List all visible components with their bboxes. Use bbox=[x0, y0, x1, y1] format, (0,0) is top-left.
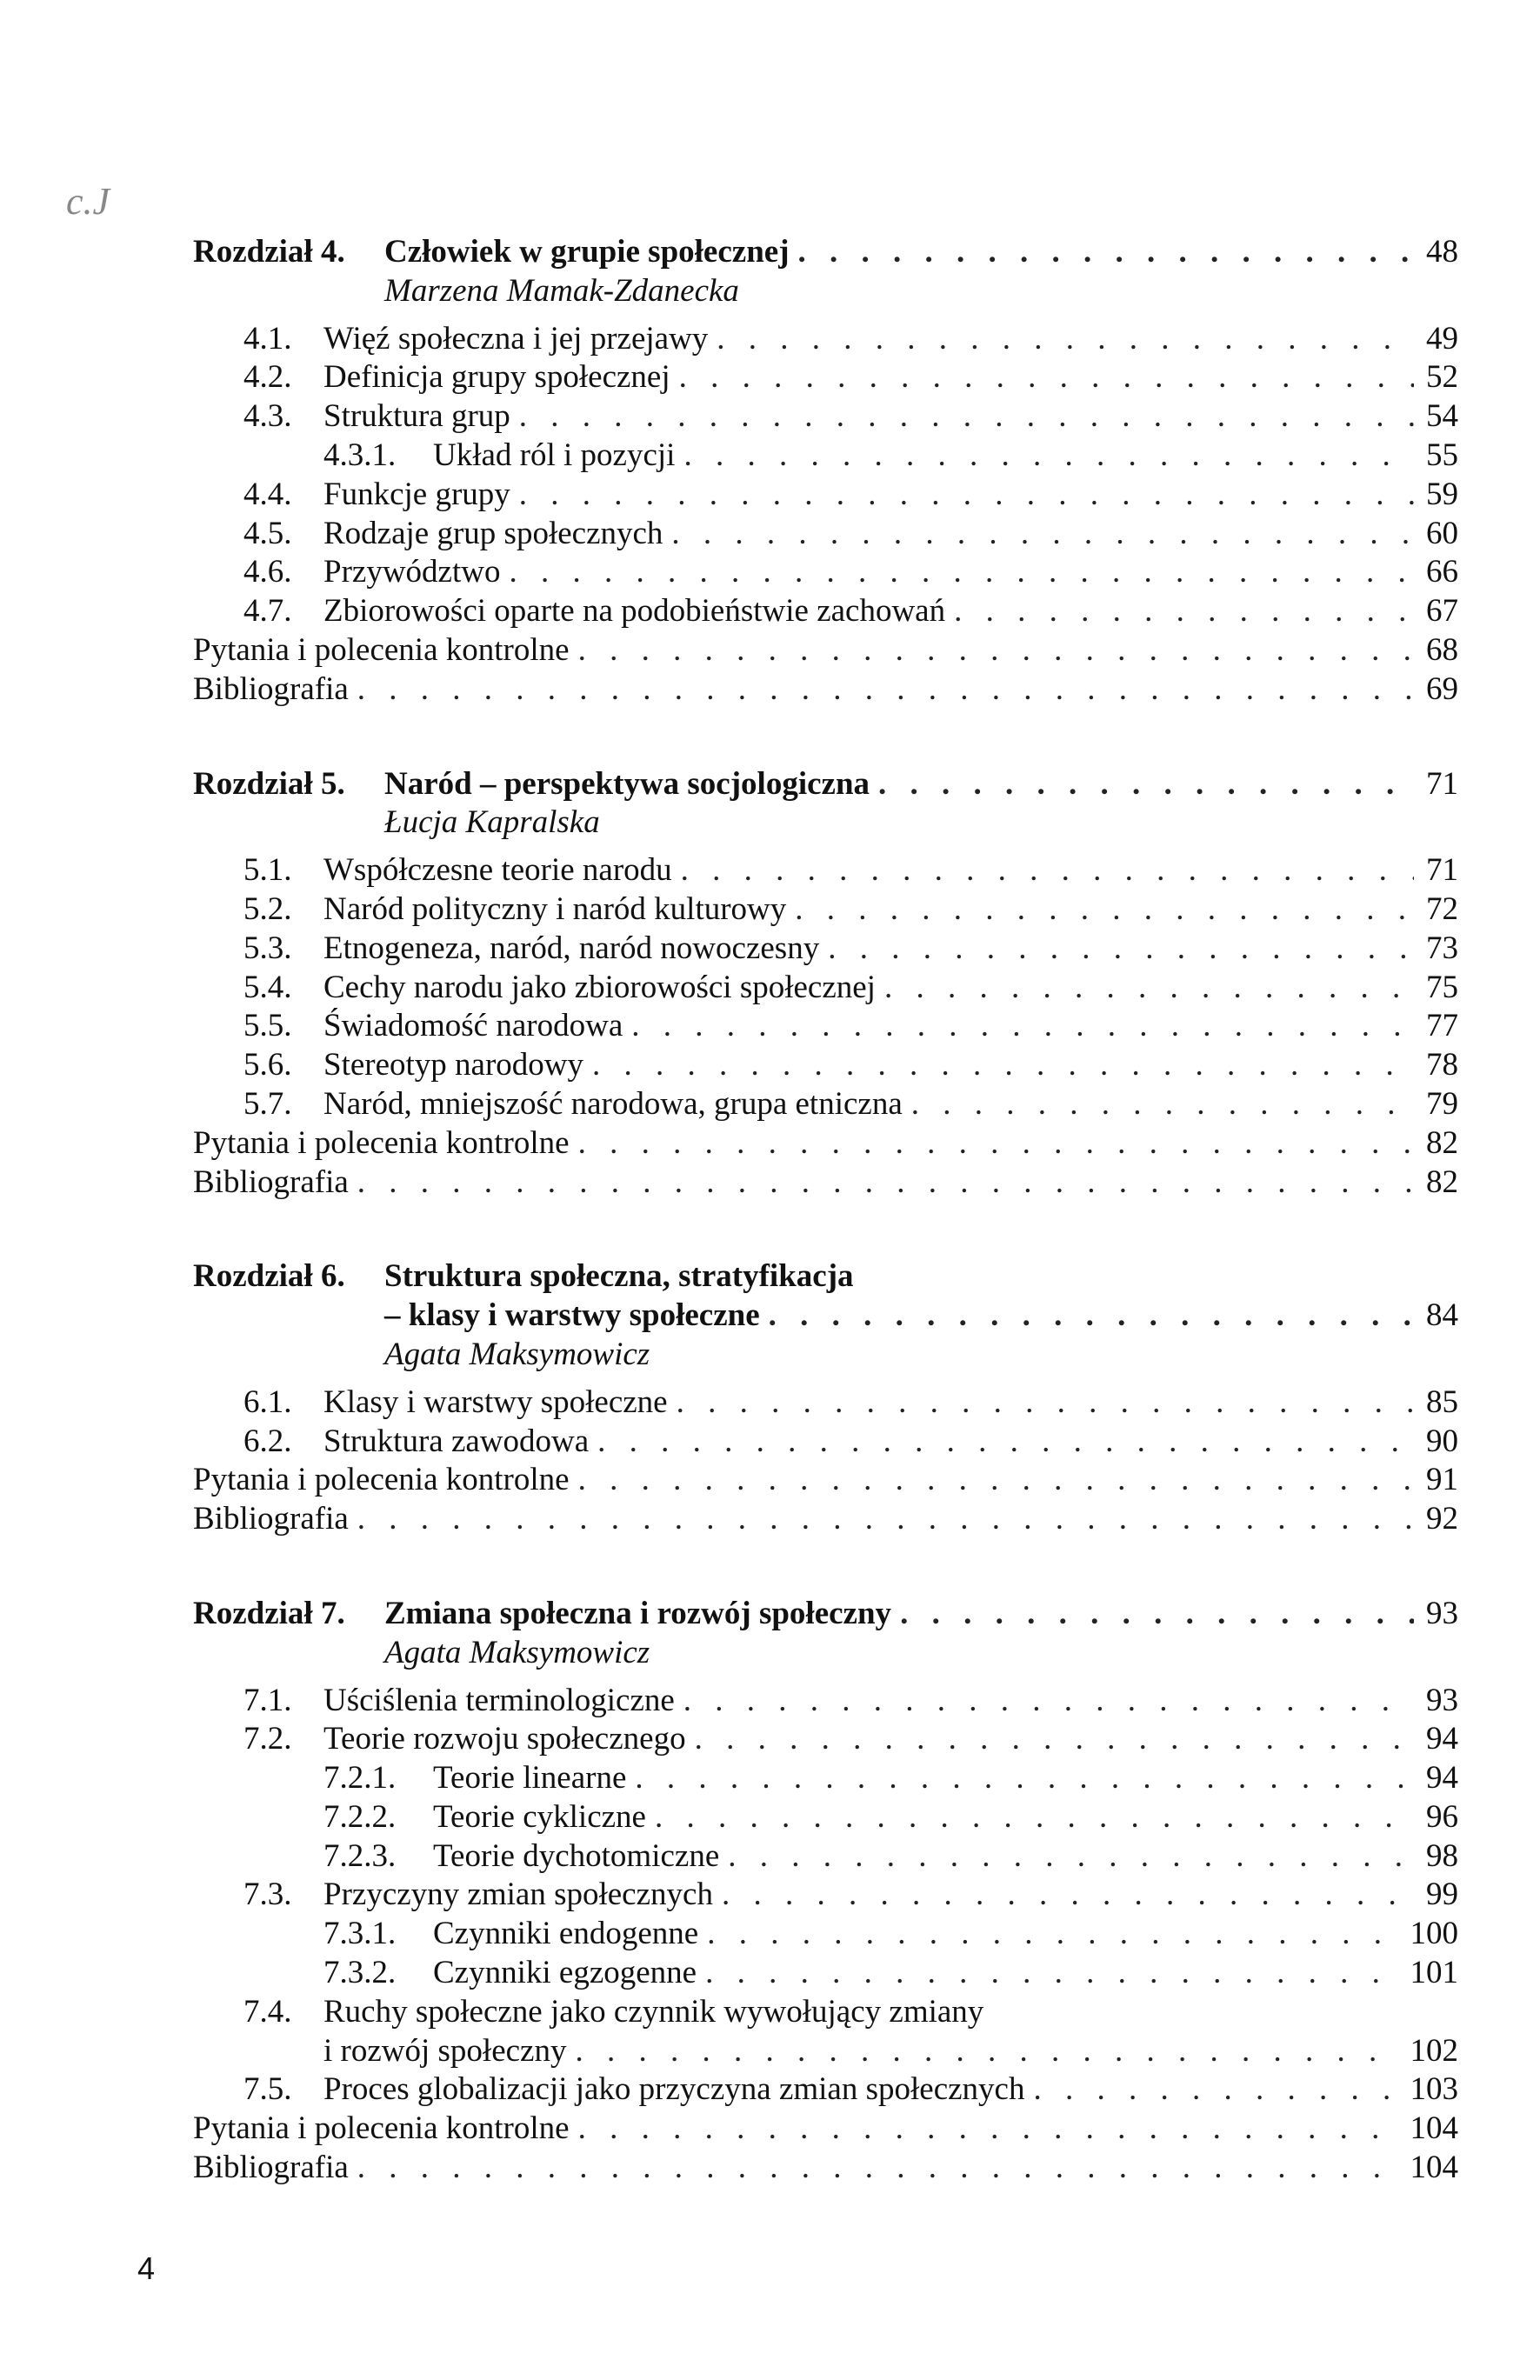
entry-number: 7.3.1. bbox=[323, 1916, 397, 1952]
toc-entry[interactable] bbox=[193, 358, 1458, 397]
page-ref: 93 bbox=[1426, 1682, 1458, 1718]
chapter-title-continued: – klasy i warstwy społeczne bbox=[384, 1297, 760, 1334]
page-ref: 93 bbox=[1426, 1595, 1458, 1631]
toc-entry[interactable] bbox=[193, 515, 1458, 554]
toc-entry[interactable] bbox=[193, 476, 1458, 515]
chapter-7 bbox=[193, 1595, 1458, 2188]
toc-entry[interactable] bbox=[193, 2070, 1458, 2110]
entry-number: 5.5. bbox=[243, 1008, 292, 1044]
toc-subentry[interactable] bbox=[193, 437, 1458, 476]
entry-number: 7.3. bbox=[243, 1877, 292, 1913]
chapter-author: Marzena Mamak-Zdanecka bbox=[384, 272, 739, 309]
toc-entry-bibliography[interactable] bbox=[193, 1500, 1458, 1539]
leader-dots bbox=[597, 1423, 1414, 1462]
page-ref: 82 bbox=[1426, 1124, 1458, 1161]
toc-entry-bibliography[interactable] bbox=[193, 2149, 1458, 2188]
chapter-title: Struktura społeczna, stratyfikacja bbox=[384, 1258, 854, 1295]
entry-number: 4.5. bbox=[243, 515, 292, 551]
leader-dots bbox=[795, 890, 1414, 930]
entry-number: 7.4. bbox=[243, 1993, 292, 2030]
chapter-title: Zmiana społeczna i rozwój społeczny bbox=[384, 1595, 892, 1631]
leader-dots bbox=[592, 1046, 1414, 1085]
toc-entry-questions[interactable] bbox=[193, 1461, 1458, 1500]
entry-title: Funkcje grupy bbox=[323, 476, 510, 512]
entry-title: Cechy narodu jako zbiorowości społecznej bbox=[323, 969, 876, 1005]
chapter-number: Rozdział 5. bbox=[193, 765, 345, 802]
toc-entry[interactable] bbox=[193, 1720, 1458, 1759]
entry-number: 7.2.3. bbox=[323, 1837, 397, 1874]
leader-dots bbox=[635, 1759, 1414, 1798]
entry-title: Więź społeczna i jej przejawy bbox=[323, 320, 709, 357]
entry-title: Przyczyny zmian społecznych bbox=[323, 1877, 713, 1913]
toc-entry[interactable] bbox=[193, 553, 1458, 592]
chapter-author: Agata Maksymowicz bbox=[384, 1336, 650, 1372]
entry-number: 5.6. bbox=[243, 1047, 292, 1083]
entry-title: Bibliografia bbox=[193, 670, 349, 707]
chapter-title: Człowiek w grupie społecznej bbox=[384, 234, 790, 270]
entry-number: 5.3. bbox=[243, 930, 292, 966]
entry-number: 4.3. bbox=[243, 398, 292, 435]
toc-subentry[interactable] bbox=[193, 1915, 1458, 1954]
leader-dots bbox=[655, 1798, 1414, 1837]
entry-number: 5.2. bbox=[243, 890, 292, 927]
entry-title: Pytania i polecenia kontrolne bbox=[193, 1462, 570, 1498]
page-number: 4 bbox=[137, 2250, 156, 2286]
page-ref: 103 bbox=[1410, 2071, 1458, 2108]
leader-dots bbox=[509, 553, 1414, 592]
leader-dots bbox=[900, 1595, 1414, 1634]
toc-entry[interactable] bbox=[193, 1085, 1458, 1124]
chapter-number: Rozdział 6. bbox=[193, 1258, 345, 1295]
leader-dots bbox=[884, 969, 1414, 1008]
leader-dots bbox=[683, 1682, 1414, 1721]
entry-title: Pytania i polecenia kontrolne bbox=[193, 2110, 570, 2147]
leader-dots bbox=[631, 1007, 1414, 1046]
entry-title: Teorie rozwoju społecznego bbox=[323, 1721, 686, 1757]
entry-number: 7.2.2. bbox=[323, 1798, 397, 1835]
entry-title: Ruchy społeczne jako czynnik wywołujący zmiany bbox=[323, 1993, 984, 2030]
toc-subentry[interactable] bbox=[193, 1798, 1458, 1837]
toc-entry[interactable] bbox=[193, 1993, 1458, 2032]
leader-dots bbox=[717, 320, 1414, 359]
chapter-6 bbox=[193, 1257, 1458, 1539]
leader-dots bbox=[677, 1383, 1414, 1423]
page-ref: 104 bbox=[1410, 2150, 1458, 2186]
leader-dots bbox=[578, 1461, 1414, 1500]
toc-entry[interactable] bbox=[193, 1876, 1458, 1915]
chapter-heading[interactable] bbox=[193, 765, 1458, 804]
toc-entry[interactable] bbox=[193, 1423, 1458, 1462]
leader-dots bbox=[828, 930, 1414, 969]
leader-dots bbox=[575, 2032, 1397, 2071]
leader-dots bbox=[357, 1500, 1414, 1539]
chapter-5 bbox=[193, 765, 1458, 1203]
chapter-4 bbox=[193, 233, 1458, 710]
page-ref: 92 bbox=[1426, 1501, 1458, 1537]
page-ref: 54 bbox=[1426, 398, 1458, 435]
entry-title: Świadomość narodowa bbox=[323, 1008, 623, 1044]
page-ref: 52 bbox=[1426, 359, 1458, 396]
leader-dots bbox=[707, 1915, 1397, 1954]
toc-subentry[interactable] bbox=[193, 1759, 1458, 1798]
page-ref: 90 bbox=[1426, 1423, 1458, 1459]
toc-entry[interactable] bbox=[193, 397, 1458, 437]
toc-entry[interactable] bbox=[193, 1046, 1458, 1085]
page-ref: 91 bbox=[1426, 1462, 1458, 1498]
entry-title: Pytania i polecenia kontrolne bbox=[193, 631, 570, 668]
entry-title: Pytania i polecenia kontrolne bbox=[193, 1124, 570, 1161]
entry-title: Przywództwo bbox=[323, 554, 501, 590]
entry-number: 5.7. bbox=[243, 1085, 292, 1122]
leader-dots bbox=[911, 1085, 1414, 1124]
leader-dots bbox=[578, 1124, 1414, 1163]
toc-entry[interactable] bbox=[193, 930, 1458, 969]
page-ref: 59 bbox=[1426, 476, 1458, 512]
entry-title: Czynniki endogenne bbox=[433, 1916, 699, 1952]
page-ref: 104 bbox=[1410, 2110, 1458, 2147]
toc-entry[interactable] bbox=[193, 1682, 1458, 1721]
entry-title: Układ ról i pozycji bbox=[433, 437, 676, 473]
page-ref: 94 bbox=[1426, 1721, 1458, 1757]
chapter-heading-continued[interactable] bbox=[193, 1297, 1458, 1336]
page-ref: 96 bbox=[1426, 1798, 1458, 1835]
entry-number: 7.3.2. bbox=[323, 1955, 397, 1991]
entry-number: 5.4. bbox=[243, 969, 292, 1005]
leader-dots bbox=[769, 1297, 1414, 1336]
chapter-author: Łucja Kapralska bbox=[384, 804, 600, 841]
toc-entry-questions[interactable] bbox=[193, 1124, 1458, 1163]
page-ref: 75 bbox=[1426, 969, 1458, 1005]
entry-title: Rodzaje grup społecznych bbox=[323, 515, 663, 551]
page-ref: 73 bbox=[1426, 930, 1458, 966]
entry-title: Proces globalizacji jako przyczyna zmian społecznych bbox=[323, 2071, 1025, 2108]
leader-dots bbox=[798, 233, 1414, 272]
leader-dots bbox=[357, 2149, 1398, 2188]
entry-title: Zbiorowości oparte na podobieństwie zachowań bbox=[323, 593, 946, 630]
toc-entry[interactable] bbox=[193, 1383, 1458, 1423]
toc-entry[interactable] bbox=[193, 1007, 1458, 1046]
toc-entry[interactable] bbox=[193, 320, 1458, 359]
entry-number: 7.5. bbox=[243, 2071, 292, 2108]
entry-title: Definicja grupy społecznej bbox=[323, 359, 670, 396]
leader-dots bbox=[683, 437, 1414, 476]
entry-title: Teorie linearne bbox=[433, 1760, 627, 1797]
page-ref: 102 bbox=[1410, 2032, 1458, 2069]
entry-number: 4.4. bbox=[243, 476, 292, 512]
chapter-number: Rozdział 4. bbox=[193, 234, 345, 270]
toc-entry[interactable] bbox=[193, 851, 1458, 890]
entry-title: Klasy i warstwy społeczne bbox=[323, 1383, 668, 1420]
table-of-contents bbox=[193, 233, 1458, 2243]
entry-title: Teorie cykliczne bbox=[433, 1798, 646, 1835]
leader-dots bbox=[357, 1163, 1414, 1203]
entry-number: 4.7. bbox=[243, 593, 292, 630]
page-ref: 84 bbox=[1426, 1297, 1458, 1334]
page-ref: 82 bbox=[1426, 1163, 1458, 1200]
chapter-number: Rozdział 7. bbox=[193, 1595, 345, 1631]
page-ref: 101 bbox=[1410, 1955, 1458, 1991]
toc-entry[interactable] bbox=[193, 969, 1458, 1008]
page-ref: 78 bbox=[1426, 1047, 1458, 1083]
toc-subentry[interactable] bbox=[193, 1837, 1458, 1877]
entry-title: Bibliografia bbox=[193, 1163, 349, 1200]
page-ref: 71 bbox=[1426, 765, 1458, 802]
entry-number: 7.2.1. bbox=[323, 1760, 397, 1797]
entry-title: Współczesne teorie narodu bbox=[323, 852, 672, 889]
entry-number: 4.2. bbox=[243, 359, 292, 396]
leader-dots bbox=[722, 1876, 1414, 1915]
toc-entry-questions[interactable] bbox=[193, 2110, 1458, 2149]
page-ref: 66 bbox=[1426, 554, 1458, 590]
toc-entry-questions[interactable] bbox=[193, 631, 1458, 670]
toc-entry[interactable] bbox=[193, 592, 1458, 631]
chapter-heading[interactable] bbox=[193, 233, 1458, 272]
leader-dots bbox=[357, 670, 1414, 710]
page-ref: 79 bbox=[1426, 1085, 1458, 1122]
page-ref: 49 bbox=[1426, 320, 1458, 357]
toc-entry[interactable] bbox=[193, 890, 1458, 930]
leader-dots bbox=[681, 851, 1414, 890]
chapter-heading[interactable] bbox=[193, 1595, 1458, 1634]
entry-title: Bibliografia bbox=[193, 1501, 349, 1537]
entry-title: Etnogeneza, naród, naród nowoczesny bbox=[323, 930, 820, 966]
page-ref: 100 bbox=[1410, 1916, 1458, 1952]
page-ref: 98 bbox=[1426, 1837, 1458, 1874]
leader-dots bbox=[954, 592, 1414, 631]
entry-title: Bibliografia bbox=[193, 2150, 349, 2186]
chapter-heading[interactable] bbox=[193, 1257, 1458, 1297]
entry-title: Naród polityczny i naród kulturowy bbox=[323, 890, 787, 927]
entry-number: 4.3.1. bbox=[323, 437, 397, 473]
page-ref: 77 bbox=[1426, 1008, 1458, 1044]
page-ref: 94 bbox=[1426, 1760, 1458, 1797]
entry-title: Teorie dychotomiczne bbox=[433, 1837, 720, 1874]
entry-title-continued: i rozwój społeczny bbox=[323, 2032, 567, 2069]
leader-dots bbox=[695, 1720, 1414, 1759]
leader-dots bbox=[578, 631, 1414, 670]
page-ref: 71 bbox=[1426, 852, 1458, 889]
entry-number: 5.1. bbox=[243, 852, 292, 889]
page-ref: 60 bbox=[1426, 515, 1458, 551]
page-ref: 85 bbox=[1426, 1383, 1458, 1420]
page-ref: 99 bbox=[1426, 1877, 1458, 1913]
page-ref: 69 bbox=[1426, 670, 1458, 707]
chapter-title: Naród – perspektywa socjologiczna bbox=[384, 765, 870, 802]
entry-number: 6.1. bbox=[243, 1383, 292, 1420]
toc-subentry[interactable] bbox=[193, 1954, 1458, 1993]
entry-number: 6.2. bbox=[243, 1423, 292, 1459]
entry-title: Uściślenia terminologiczne bbox=[323, 1682, 675, 1718]
entry-number: 7.2. bbox=[243, 1721, 292, 1757]
leader-dots bbox=[519, 397, 1414, 437]
page-ref: 48 bbox=[1426, 234, 1458, 270]
leader-dots bbox=[671, 515, 1414, 554]
leader-dots bbox=[679, 358, 1414, 397]
leader-dots bbox=[705, 1954, 1397, 1993]
entry-title: Czynniki egzogenne bbox=[433, 1955, 697, 1991]
leader-dots bbox=[578, 2110, 1398, 2149]
entry-number: 7.1. bbox=[243, 1682, 292, 1718]
entry-title: Struktura zawodowa bbox=[323, 1423, 590, 1459]
chapter-author: Agata Maksymowicz bbox=[384, 1634, 650, 1670]
toc-entry-bibliography[interactable] bbox=[193, 1163, 1458, 1203]
entry-number: 4.1. bbox=[243, 320, 292, 357]
page-ref: 72 bbox=[1426, 890, 1458, 927]
leader-dots bbox=[728, 1837, 1414, 1877]
page-ref: 55 bbox=[1426, 437, 1458, 473]
toc-entry-continued[interactable] bbox=[193, 2032, 1458, 2071]
entry-number: 4.6. bbox=[243, 554, 292, 590]
page-ref: 67 bbox=[1426, 593, 1458, 630]
toc-entry-bibliography[interactable] bbox=[193, 670, 1458, 710]
leader-dots bbox=[878, 765, 1414, 804]
page-ref: 68 bbox=[1426, 631, 1458, 668]
entry-title: Stereotyp narodowy bbox=[323, 1047, 584, 1083]
leader-dots bbox=[519, 476, 1414, 515]
margin-annotation: c.J bbox=[66, 180, 110, 223]
entry-title: Naród, mniejszość narodowa, grupa etniczna bbox=[323, 1085, 903, 1122]
entry-title: Struktura grup bbox=[323, 398, 510, 435]
leader-dots bbox=[1033, 2070, 1397, 2110]
